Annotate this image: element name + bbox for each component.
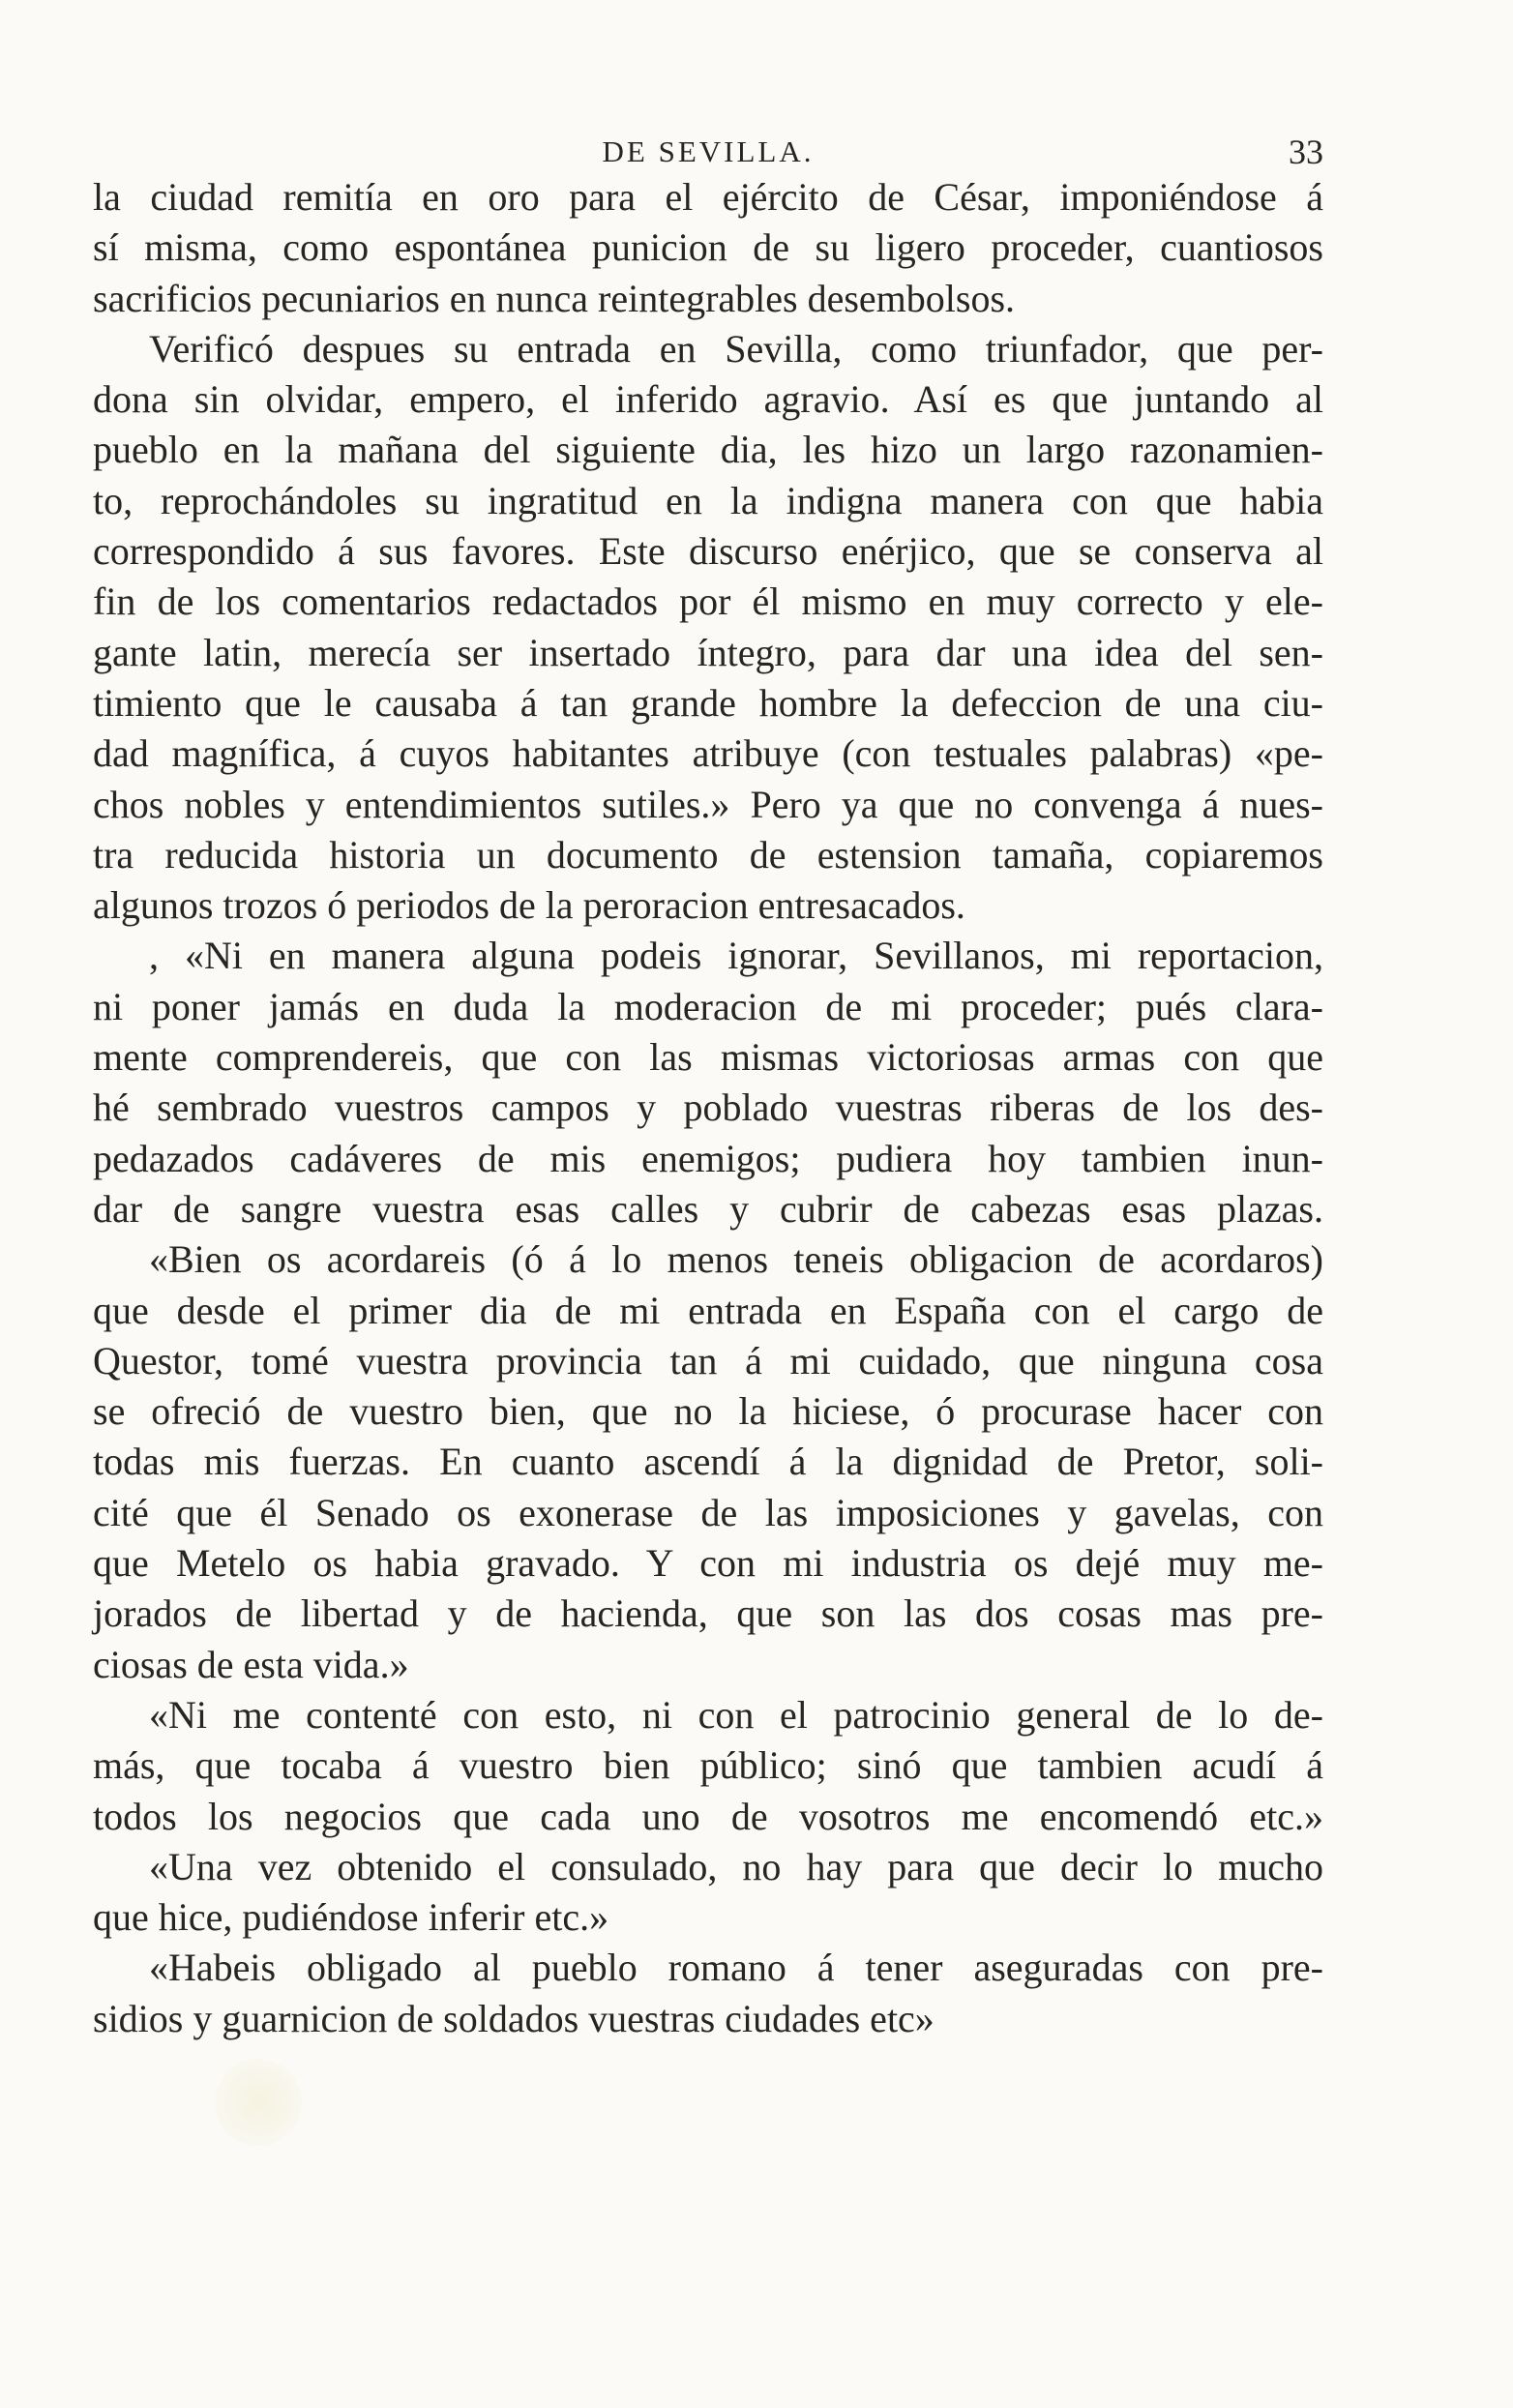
text-line: timiento que le causaba á tan grande hombre la defeccion de una ciu- [93, 680, 1323, 725]
text-line: dar de sangre vuestra esas calles y cubrir de cabezas esas plazas. [93, 1186, 1323, 1231]
text-line: todas mis fuerzas. En cuanto ascendí á la dignidad de Pretor, soli- [93, 1440, 1323, 1484]
text-line: tra reducida historia un documento de estension tamaña, copiaremos [93, 832, 1323, 877]
text-line: se ofreció de vuestro bien, que no la hiciese, ó procurase hacer con [93, 1389, 1323, 1434]
paper-stain [215, 2059, 302, 2146]
text-line: que desde el primer dia de mi entrada en España con el cargo de [93, 1288, 1323, 1332]
text-line: la ciudad remitía en oro para el ejército de César, imponiéndose á [93, 175, 1323, 219]
text-line: correspondido á sus favores. Este discurso enérjico, que se conserva al [93, 529, 1323, 574]
text-line: ciosas de esta vida.» [93, 1642, 409, 1686]
running-head: DE SEVILLA. [602, 134, 815, 168]
text-line: pedazados cadáveres de mis enemigos; pudiera hoy tambien inun- [93, 1136, 1323, 1180]
text-line: fin de los comentarios redactados por él mismo en muy correcto y ele- [93, 580, 1323, 624]
text-line: «Bien os acordareis (ó á lo menos teneis obligacion de acordaros) [149, 1237, 1323, 1282]
text-line: «Habeis obligado al pueblo romano á tener aseguradas con pre- [149, 1946, 1323, 1990]
text-line: que Metelo os habia gravado. Y con mi industria os dejé muy me- [93, 1541, 1323, 1586]
text-line: más, que tocaba á vuestro bien público; sinó que tambien acudí á [93, 1743, 1323, 1788]
text-line: mente comprendereis, que con las mismas victoriosas armas con que [93, 1035, 1323, 1080]
text-line: chos nobles y entendimientos sutiles.» Pero ya que no convenga á nues- [93, 782, 1323, 826]
text-line: ni poner jamás en duda la moderacion de mi proceder; pués clara- [93, 984, 1323, 1028]
text-line: pueblo en la mañana del siguiente dia, les hizo un largo razonamien- [93, 428, 1323, 472]
text-line: «Una vez obtenido el consulado, no hay para que decir lo mucho [149, 1844, 1323, 1888]
text-line: hé sembrado vuestros campos y poblado vuestras riberas de los des- [93, 1085, 1323, 1130]
text-line: cité que él Senado os exonerase de las imposiciones y gavelas, con [93, 1490, 1323, 1534]
text-line: to, reprochándoles su ingratitud en la indigna manera con que habia [93, 478, 1323, 522]
text-line: sidios y guarnicion de soldados vuestras ciudades etc» [93, 1996, 934, 2040]
text-line: todos los negocios que cada uno de vosotros me encomendó etc.» [93, 1794, 1323, 1838]
text-line: «Ni me contenté con esto, ni con el patrocinio general de lo de- [149, 1692, 1323, 1737]
text-line: Questor, tomé vuestra provincia tan á mi cuidado, que ninguna cosa [93, 1338, 1323, 1382]
page-number: 33 [1289, 133, 1323, 171]
text-line: que hice, pudiéndose inferir etc.» [93, 1895, 609, 1940]
text-line: algunos trozos ó periodos de la peroracion entresacados. [93, 883, 965, 928]
text-line: sí misma, como espontánea punicion de su ligero proceder, cuantiosos [93, 225, 1323, 270]
text-line: Verificó despues su entrada en Sevilla, como triunfador, que per- [149, 326, 1323, 371]
body-text [93, 172, 1323, 2044]
text-line: sacrificios pecuniarios en nunca reintegrables desembolsos. [93, 276, 1016, 320]
text-line: , «Ni en manera alguna podeis ignorar, Sevillanos, mi reportacion, [149, 934, 1323, 978]
text-line: dad magnífica, á cuyos habitantes atribuye (con testuales palabras) «pe- [93, 731, 1323, 776]
text-line: gante latin, merecía ser insertado íntegro, para dar una idea del sen- [93, 630, 1323, 674]
text-line: jorados de libertad y de hacienda, que son las dos cosas mas pre- [93, 1591, 1323, 1636]
page-header [93, 128, 1323, 176]
text-line: dona sin olvidar, empero, el inferido agravio. Así es que juntando al [93, 377, 1323, 422]
